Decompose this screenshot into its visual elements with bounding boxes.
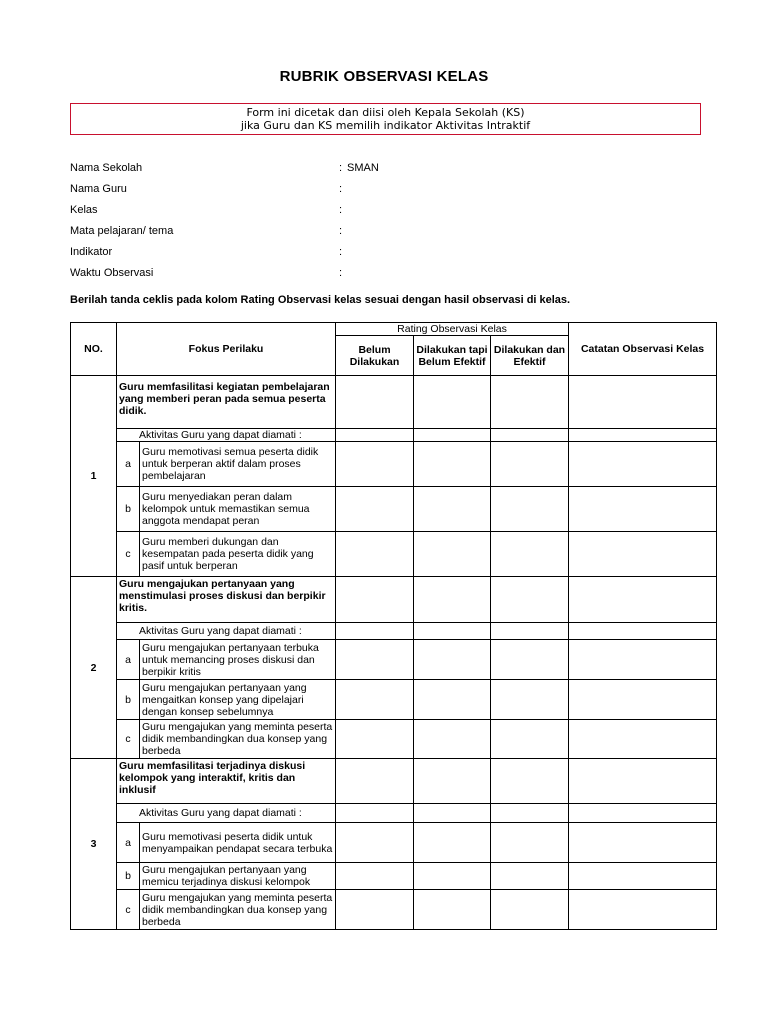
- focus-statement: Guru memfasilitasi kegiatan pembelajaran yang memberi peran pada semua peserta didik.: [117, 376, 336, 429]
- info-section: [70, 160, 670, 286]
- notes-cell[interactable]: [569, 720, 717, 759]
- info-row-school: [70, 160, 670, 181]
- rating-cell[interactable]: [491, 640, 569, 680]
- info-value: SMAN: [347, 162, 379, 174]
- rating-cell[interactable]: [491, 804, 569, 823]
- info-colon: :: [339, 162, 343, 174]
- rating-cell[interactable]: [491, 376, 569, 429]
- activity-label: Aktivitas Guru yang dapat diamati :: [117, 429, 336, 442]
- header-belum: Belum Dilakukan: [336, 336, 414, 376]
- notes-cell[interactable]: [569, 863, 717, 890]
- item-description: Guru mengajukan pertanyaan yang memicu terjadinya diskusi kelompok: [140, 863, 336, 890]
- info-label: Nama Sekolah: [70, 162, 143, 174]
- rating-cell[interactable]: [491, 623, 569, 640]
- rating-cell[interactable]: [336, 680, 414, 720]
- rating-cell[interactable]: [414, 720, 491, 759]
- header-no: NO.: [71, 323, 117, 376]
- section-number: 3: [71, 759, 117, 930]
- info-colon: :: [339, 225, 343, 237]
- item-letter: c: [117, 532, 140, 577]
- rating-cell[interactable]: [336, 577, 414, 623]
- rating-cell[interactable]: [414, 623, 491, 640]
- rating-cell[interactable]: [414, 680, 491, 720]
- notes-cell[interactable]: [569, 823, 717, 863]
- item-description: Guru mengajukan pertanyaan yang mengaitkan konsep yang dipelajari dengan konsep sebelumnya: [140, 680, 336, 720]
- header-rating: Rating Observasi Kelas: [336, 323, 569, 336]
- notes-cell[interactable]: [569, 376, 717, 429]
- notes-cell[interactable]: [569, 623, 717, 640]
- item-description: Guru memberi dukungan dan kesempatan pada peserta didik yang pasif untuk berperan: [140, 532, 336, 577]
- rating-cell[interactable]: [491, 429, 569, 442]
- rating-cell[interactable]: [414, 640, 491, 680]
- rating-cell[interactable]: [414, 823, 491, 863]
- rating-cell[interactable]: [414, 863, 491, 890]
- info-label: Mata pelajaran/ tema: [70, 225, 174, 237]
- info-row-time: [70, 265, 670, 286]
- rating-cell[interactable]: [336, 442, 414, 487]
- info-colon: :: [339, 267, 343, 279]
- notes-cell[interactable]: [569, 890, 717, 930]
- rating-cell[interactable]: [336, 863, 414, 890]
- info-colon: :: [339, 204, 343, 216]
- rating-cell[interactable]: [336, 429, 414, 442]
- notice-line-2: jika Guru dan KS memilih indikator Aktivitas Intraktif: [240, 119, 531, 132]
- rating-cell[interactable]: [491, 890, 569, 930]
- rating-cell[interactable]: [336, 823, 414, 863]
- header-tapi-belum: Dilakukan tapi Belum Efektif: [414, 336, 491, 376]
- info-colon: :: [339, 246, 343, 258]
- rating-cell[interactable]: [336, 759, 414, 804]
- header-focus: Fokus Perilaku: [117, 323, 336, 376]
- info-colon: :: [339, 183, 343, 195]
- notes-cell[interactable]: [569, 759, 717, 804]
- header-catatan: Catatan Observasi Kelas: [569, 323, 717, 376]
- rating-cell[interactable]: [414, 890, 491, 930]
- info-label: Kelas: [70, 204, 98, 216]
- item-letter: c: [117, 720, 140, 759]
- notes-cell[interactable]: [569, 532, 717, 577]
- section-number: 1: [71, 376, 117, 577]
- item-description: Guru mengajukan pertanyaan terbuka untuk memancing proses diskusi dan berpikir kritis: [140, 640, 336, 680]
- info-label: Nama Guru: [70, 183, 127, 195]
- rating-cell[interactable]: [414, 429, 491, 442]
- rating-cell[interactable]: [336, 804, 414, 823]
- rating-cell[interactable]: [491, 442, 569, 487]
- item-description: Guru mengajukan yang meminta peserta didik membandingkan dua konsep yang berbeda: [140, 720, 336, 759]
- rating-cell[interactable]: [336, 890, 414, 930]
- rating-cell[interactable]: [414, 759, 491, 804]
- page-title: RUBRIK OBSERVASI KELAS: [279, 68, 489, 85]
- rating-cell[interactable]: [414, 487, 491, 532]
- rating-cell[interactable]: [491, 720, 569, 759]
- rating-cell[interactable]: [336, 376, 414, 429]
- notes-cell[interactable]: [569, 804, 717, 823]
- notes-cell[interactable]: [569, 487, 717, 532]
- item-letter: a: [117, 823, 140, 863]
- header-efektif: Dilakukan dan Efektif: [491, 336, 569, 376]
- rating-cell[interactable]: [336, 487, 414, 532]
- item-letter: a: [117, 640, 140, 680]
- rating-cell[interactable]: [336, 640, 414, 680]
- rating-cell[interactable]: [414, 532, 491, 577]
- rating-cell[interactable]: [491, 680, 569, 720]
- notes-cell[interactable]: [569, 442, 717, 487]
- notes-cell[interactable]: [569, 577, 717, 623]
- rating-cell[interactable]: [414, 442, 491, 487]
- notes-cell[interactable]: [569, 680, 717, 720]
- notes-cell[interactable]: [569, 640, 717, 680]
- activity-label: Aktivitas Guru yang dapat diamati :: [117, 623, 336, 640]
- item-letter: b: [117, 863, 140, 890]
- rating-cell[interactable]: [491, 577, 569, 623]
- rating-cell[interactable]: [414, 577, 491, 623]
- section-number: 2: [71, 577, 117, 759]
- instruction-text: Berilah tanda ceklis pada kolom Rating Observasi kelas sesuai dengan hasil observasi di kelas.: [70, 294, 571, 306]
- rating-cell[interactable]: [491, 532, 569, 577]
- info-label: Waktu Observasi: [70, 267, 154, 279]
- notes-cell[interactable]: [569, 429, 717, 442]
- focus-statement: Guru mengajukan pertanyaan yang menstimulasi proses diskusi dan berpikir kritis.: [117, 577, 336, 623]
- notice-box: [70, 103, 701, 135]
- rating-cell[interactable]: [336, 532, 414, 577]
- rating-cell[interactable]: [414, 804, 491, 823]
- info-row-subject: [70, 223, 670, 244]
- rating-cell[interactable]: [491, 863, 569, 890]
- item-letter: b: [117, 680, 140, 720]
- info-row-class: [70, 202, 670, 223]
- rating-cell[interactable]: [336, 720, 414, 759]
- item-letter: a: [117, 442, 140, 487]
- info-row-indicator: [70, 244, 670, 265]
- info-label: Indikator: [70, 246, 113, 258]
- activity-label: Aktivitas Guru yang dapat diamati :: [117, 804, 336, 823]
- item-description: Guru mengajukan yang meminta peserta didik membandingkan dua konsep yang berbeda: [140, 890, 336, 930]
- item-letter: c: [117, 890, 140, 930]
- rating-cell[interactable]: [414, 376, 491, 429]
- item-description: Guru memotivasi semua peserta didik untuk berperan aktif dalam proses pembelajaran: [140, 442, 336, 487]
- item-description: Guru menyediakan peran dalam kelompok untuk memastikan semua anggota mendapat peran: [140, 487, 336, 532]
- item-letter: b: [117, 487, 140, 532]
- rating-cell[interactable]: [336, 623, 414, 640]
- info-row-teacher: [70, 181, 670, 202]
- focus-statement: Guru memfasilitasi terjadinya diskusi kelompok yang interaktif, kritis dan inklusif: [117, 759, 336, 804]
- rubric-table: [70, 322, 717, 930]
- notice-line-1: Form ini dicetak dan diisi oleh Kepala Sekolah (KS): [246, 106, 525, 119]
- item-description: Guru memotivasi peserta didik untuk menyampaikan pendapat secara terbuka: [140, 823, 336, 863]
- rating-cell[interactable]: [491, 487, 569, 532]
- rating-cell[interactable]: [491, 823, 569, 863]
- rating-cell[interactable]: [491, 759, 569, 804]
